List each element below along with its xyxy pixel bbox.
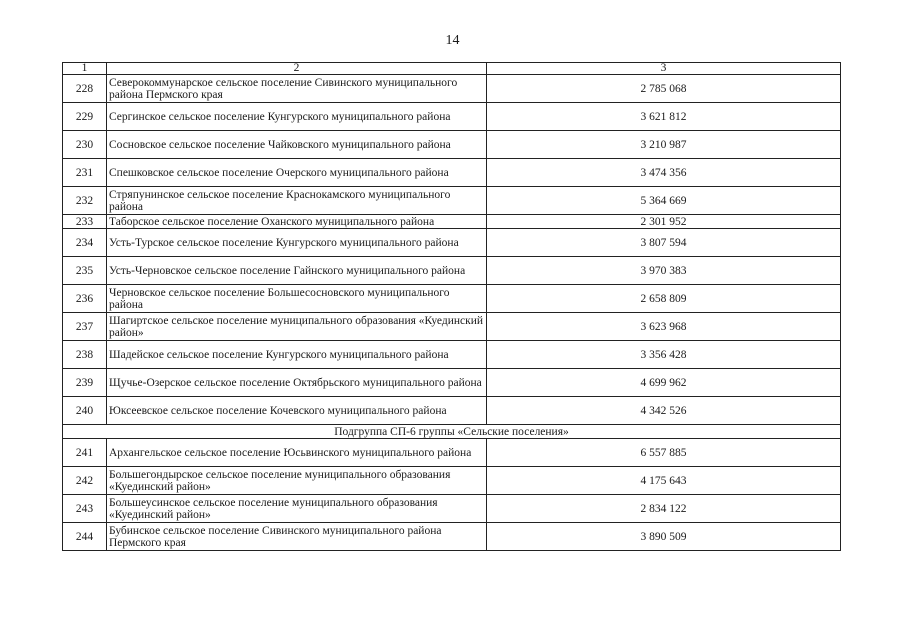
subgroup-row: [63, 425, 841, 439]
row-number: 238: [63, 341, 107, 369]
row-number: 243: [63, 495, 107, 523]
table-row: [63, 229, 841, 257]
amount-value: 3 474 356: [487, 159, 841, 187]
amount-value: 2 301 952: [487, 215, 841, 229]
settlement-name: Шадейское сельское поселение Кунгурского муниципального района: [107, 341, 487, 369]
table-row: [63, 467, 841, 495]
settlement-name: Усть-Турское сельское поселение Кунгурского муниципального района: [107, 229, 487, 257]
table-row: [63, 131, 841, 159]
table-row: [63, 159, 841, 187]
amount-value: 2 785 068: [487, 75, 841, 103]
table-row: [63, 187, 841, 215]
row-number: 236: [63, 285, 107, 313]
table-row: [63, 75, 841, 103]
page-number: 14: [445, 33, 460, 48]
amount-value: 2 834 122: [487, 495, 841, 523]
table-row: [63, 257, 841, 285]
settlement-name: Северокоммунарское сельское поселение Сивинского муниципального района Пермского края: [107, 75, 487, 103]
row-number: 233: [63, 215, 107, 229]
row-number: 237: [63, 313, 107, 341]
row-number: 242: [63, 467, 107, 495]
row-number: 239: [63, 369, 107, 397]
settlement-name: Юксеевское сельское поселение Кочевского муниципального района: [107, 397, 487, 425]
row-number: 244: [63, 523, 107, 551]
table-body: [63, 63, 841, 551]
table-row: [63, 313, 841, 341]
table-row: [63, 495, 841, 523]
table-row: [63, 103, 841, 131]
settlement-name: Бубинское сельское поселение Сивинского муниципального района Пермского края: [107, 523, 487, 551]
row-number: 235: [63, 257, 107, 285]
settlement-name: Усть-Черновское сельское поселение Гайнского муниципального района: [107, 257, 487, 285]
settlement-name: Большеусинское сельское поселение муниципального образования «Куединский район»: [107, 495, 487, 523]
table-row: [63, 215, 841, 229]
table-row: [63, 369, 841, 397]
table-row: [63, 397, 841, 425]
column-header-3: 3: [487, 63, 841, 75]
row-number: 240: [63, 397, 107, 425]
amount-value: 4 175 643: [487, 467, 841, 495]
column-header-2: 2: [107, 63, 487, 75]
table-header-row: [63, 63, 841, 75]
row-number: 234: [63, 229, 107, 257]
amount-value: 4 699 962: [487, 369, 841, 397]
subgroup-title: Подгруппа СП-6 группы «Сельские поселения»: [63, 425, 841, 439]
amount-value: 6 557 885: [487, 439, 841, 467]
settlement-name: Черновское сельское поселение Большесосновского муниципального района: [107, 285, 487, 313]
table-row: [63, 341, 841, 369]
table-row: [63, 439, 841, 467]
amount-value: 5 364 669: [487, 187, 841, 215]
amount-value: 3 621 812: [487, 103, 841, 131]
table-row: [63, 523, 841, 551]
settlements-table: [62, 62, 841, 551]
amount-value: 3 210 987: [487, 131, 841, 159]
settlement-name: Шагиртское сельское поселение муниципального образования «Куединский район»: [107, 313, 487, 341]
settlement-name: Сосновское сельское поселение Чайковского муниципального района: [107, 131, 487, 159]
settlement-name: Сергинское сельское поселение Кунгурского муниципального района: [107, 103, 487, 131]
table-row: [63, 285, 841, 313]
row-number: 232: [63, 187, 107, 215]
amount-value: 3 970 383: [487, 257, 841, 285]
amount-value: 3 890 509: [487, 523, 841, 551]
settlement-name: Архангельское сельское поселение Юсьвинского муниципального района: [107, 439, 487, 467]
settlement-name: Стряпунинское сельское поселение Краснокамского муниципального района: [107, 187, 487, 215]
row-number: 230: [63, 131, 107, 159]
settlement-name: Спешковское сельское поселение Очерского муниципального района: [107, 159, 487, 187]
row-number: 241: [63, 439, 107, 467]
amount-value: 2 658 809: [487, 285, 841, 313]
column-header-1: 1: [63, 63, 107, 75]
row-number: 229: [63, 103, 107, 131]
row-number: 228: [63, 75, 107, 103]
amount-value: 3 807 594: [487, 229, 841, 257]
amount-value: 4 342 526: [487, 397, 841, 425]
row-number: 231: [63, 159, 107, 187]
amount-value: 3 356 428: [487, 341, 841, 369]
settlement-name: Таборское сельское поселение Оханского муниципального района: [107, 215, 487, 229]
settlement-name: Большегондырское сельское поселение муниципального образования «Куединский район»: [107, 467, 487, 495]
settlement-name: Щучье-Озерское сельское поселение Октябрьского муниципального района: [107, 369, 487, 397]
amount-value: 3 623 968: [487, 313, 841, 341]
